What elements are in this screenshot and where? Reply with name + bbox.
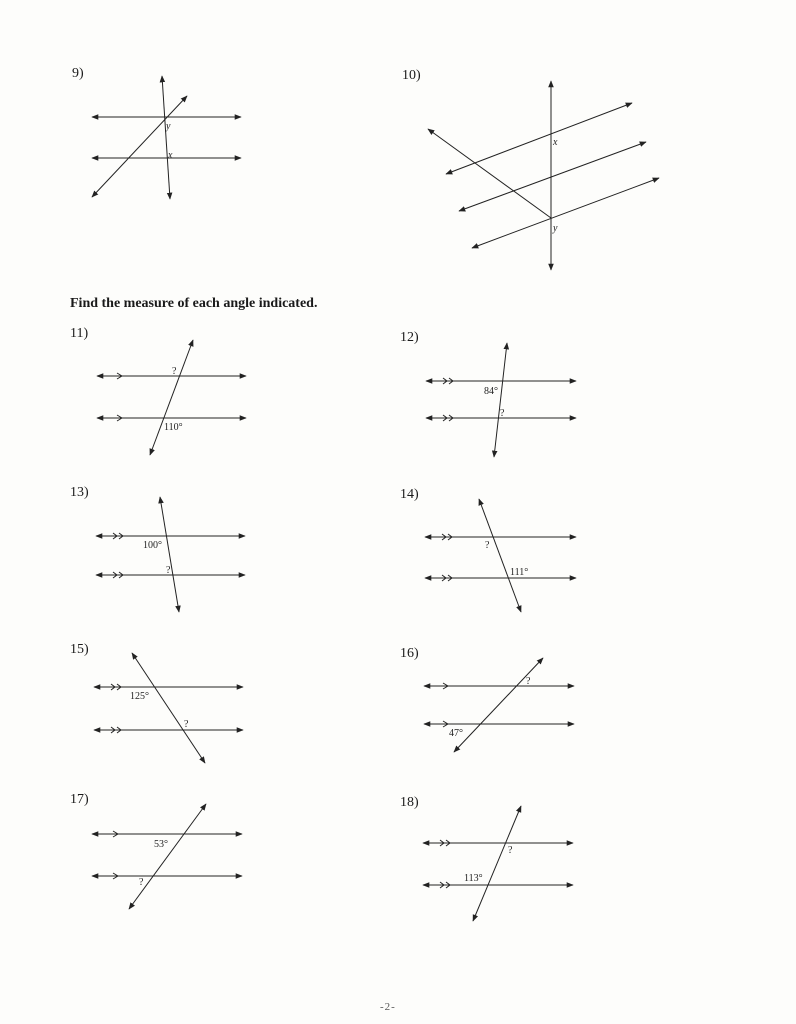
label-15-unknown: ? [184,719,189,730]
label-13-angle: 100° [143,540,162,551]
problem-11-number: 11) [70,326,89,341]
diagram-10 [428,81,659,270]
problem-15-number: 15) [70,642,89,657]
label-12-unknown: ? [500,408,505,419]
label-16-angle: 47° [449,728,463,739]
label-17-unknown: ? [139,877,144,888]
label-14-angle: 111° [510,567,529,578]
diagram-17 [92,804,242,909]
label-12-angle: 84° [484,386,498,397]
label-11-unknown: ? [172,366,177,377]
label-9-y: y [166,121,171,132]
problem-9-number: 9) [72,66,84,81]
label-10-x: x [553,137,558,148]
diagram-14 [425,499,576,612]
label-16-unknown: ? [526,676,531,687]
label-11-angle: 110° [164,422,183,433]
instruction-heading: Find the measure of each angle indicated. [70,296,318,311]
label-15-angle: 125° [130,691,149,702]
diagram-13 [96,497,245,612]
label-10-y: y [553,223,558,234]
diagram-11 [97,340,246,455]
label-18-angle: 113° [464,873,483,884]
problem-14-number: 14) [400,487,419,502]
page-number: -2- [380,1001,396,1013]
diagram-18 [423,806,573,921]
diagram-15 [94,653,243,763]
problem-13-number: 13) [70,485,89,500]
problem-17-number: 17) [70,792,89,807]
problem-16-number: 16) [400,646,419,661]
label-17-angle: 53° [154,839,168,850]
problem-10-number: 10) [402,68,421,83]
problem-12-number: 12) [400,330,419,345]
label-14-unknown: ? [485,540,490,551]
diagram-12 [426,343,576,457]
label-9-x: x [168,150,173,161]
diagram-9 [92,76,241,199]
label-13-unknown: ? [166,565,171,576]
problem-18-number: 18) [400,795,419,810]
label-18-unknown: ? [508,845,513,856]
diagram-16 [424,658,574,752]
